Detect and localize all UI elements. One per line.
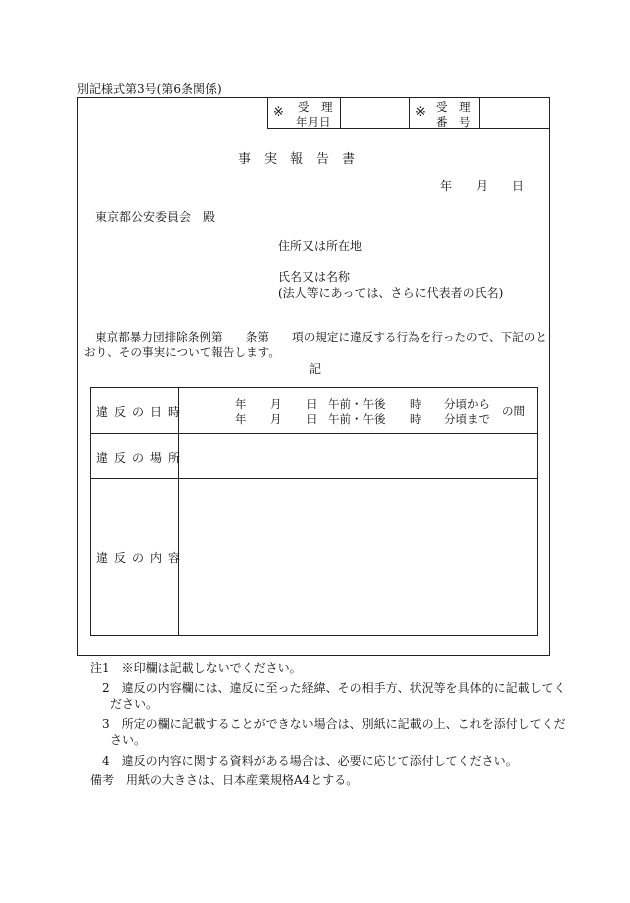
- report-date: 年 月 日: [440, 179, 525, 193]
- name-label: 氏名又は名称: [278, 270, 351, 284]
- datetime-suffix: の間: [502, 404, 525, 418]
- datetime-from-day: 日: [306, 397, 318, 411]
- violation-place-field[interactable]: [180, 435, 536, 477]
- datetime-from-month: 月: [270, 397, 282, 411]
- datetime-to-hour: 時: [410, 412, 422, 426]
- receipt-number-field[interactable]: [480, 98, 549, 128]
- note-3-line-1: 3 所定の欄に記載することができない場合は、別紙に記載の上、これを添付してくだ: [102, 717, 566, 731]
- receipt-date-label-line2: 年月日: [296, 115, 331, 129]
- datetime-to-year: 年: [235, 412, 247, 426]
- receipt-date-label-line1: 受 理: [298, 100, 333, 114]
- form-label: 別記様式第3号(第6条関係): [77, 82, 222, 96]
- datetime-to-minute: 分頃まで: [444, 412, 490, 426]
- body-line-1: 東京都暴力団排除条例第 条第 項の規定に違反する行為を行ったので、下記のと: [95, 330, 547, 344]
- receipt-number-mark: ※: [415, 105, 426, 120]
- datetime-to-ampm: 午前・午後: [328, 412, 386, 426]
- violation-place-label: 違反の場所: [96, 451, 187, 465]
- receipt-number-label-line1: 受 理: [436, 100, 471, 114]
- datetime-from-minute: 分頃から: [444, 397, 490, 411]
- table-row-divider-2: [90, 478, 538, 479]
- addressee: 東京都公安委員会 殿: [95, 210, 216, 224]
- note-1: 注1 ※印欄は記載しないでください。: [90, 661, 302, 675]
- note-3-line-2: さい。: [110, 733, 147, 747]
- datetime-from-year: 年: [235, 397, 247, 411]
- address-label: 住所又は所在地: [278, 239, 363, 253]
- note-4: 4 違反の内容に関する資料がある場合は、必要に応じて添付してください。: [102, 754, 518, 768]
- datetime-from-ampm: 午前・午後: [328, 397, 386, 411]
- note-2-line-1: 2 違反の内容欄には、違反に至った経緯、その相手方、状況等を具体的に記載してく: [102, 681, 566, 695]
- remark: 備考 用紙の大きさは、日本産業規格A4とする。: [90, 773, 359, 787]
- note-2-line-2: ださい。: [110, 697, 159, 711]
- ki-mark: 記: [309, 362, 322, 376]
- violation-content-field[interactable]: [180, 480, 536, 634]
- datetime-to-day: 日: [306, 412, 318, 426]
- violation-content-label: 違反の内容: [96, 551, 187, 565]
- name-note: (法人等にあっては、さらに代表者の氏名): [278, 286, 504, 300]
- table-column-divider: [178, 387, 179, 636]
- datetime-from-hour: 時: [410, 397, 422, 411]
- datetime-to-month: 月: [270, 412, 282, 426]
- table-row-divider-1: [90, 433, 538, 434]
- receipt-date-field[interactable]: [341, 98, 408, 128]
- violation-datetime-label: 違反の日時: [96, 405, 187, 419]
- receipt-number-label-line2: 番 号: [436, 115, 471, 129]
- body-line-2: おり、その事実について報告します。: [84, 345, 280, 359]
- document-title: 事 実 報 告 書: [238, 152, 356, 167]
- receipt-date-mark: ※: [273, 105, 284, 120]
